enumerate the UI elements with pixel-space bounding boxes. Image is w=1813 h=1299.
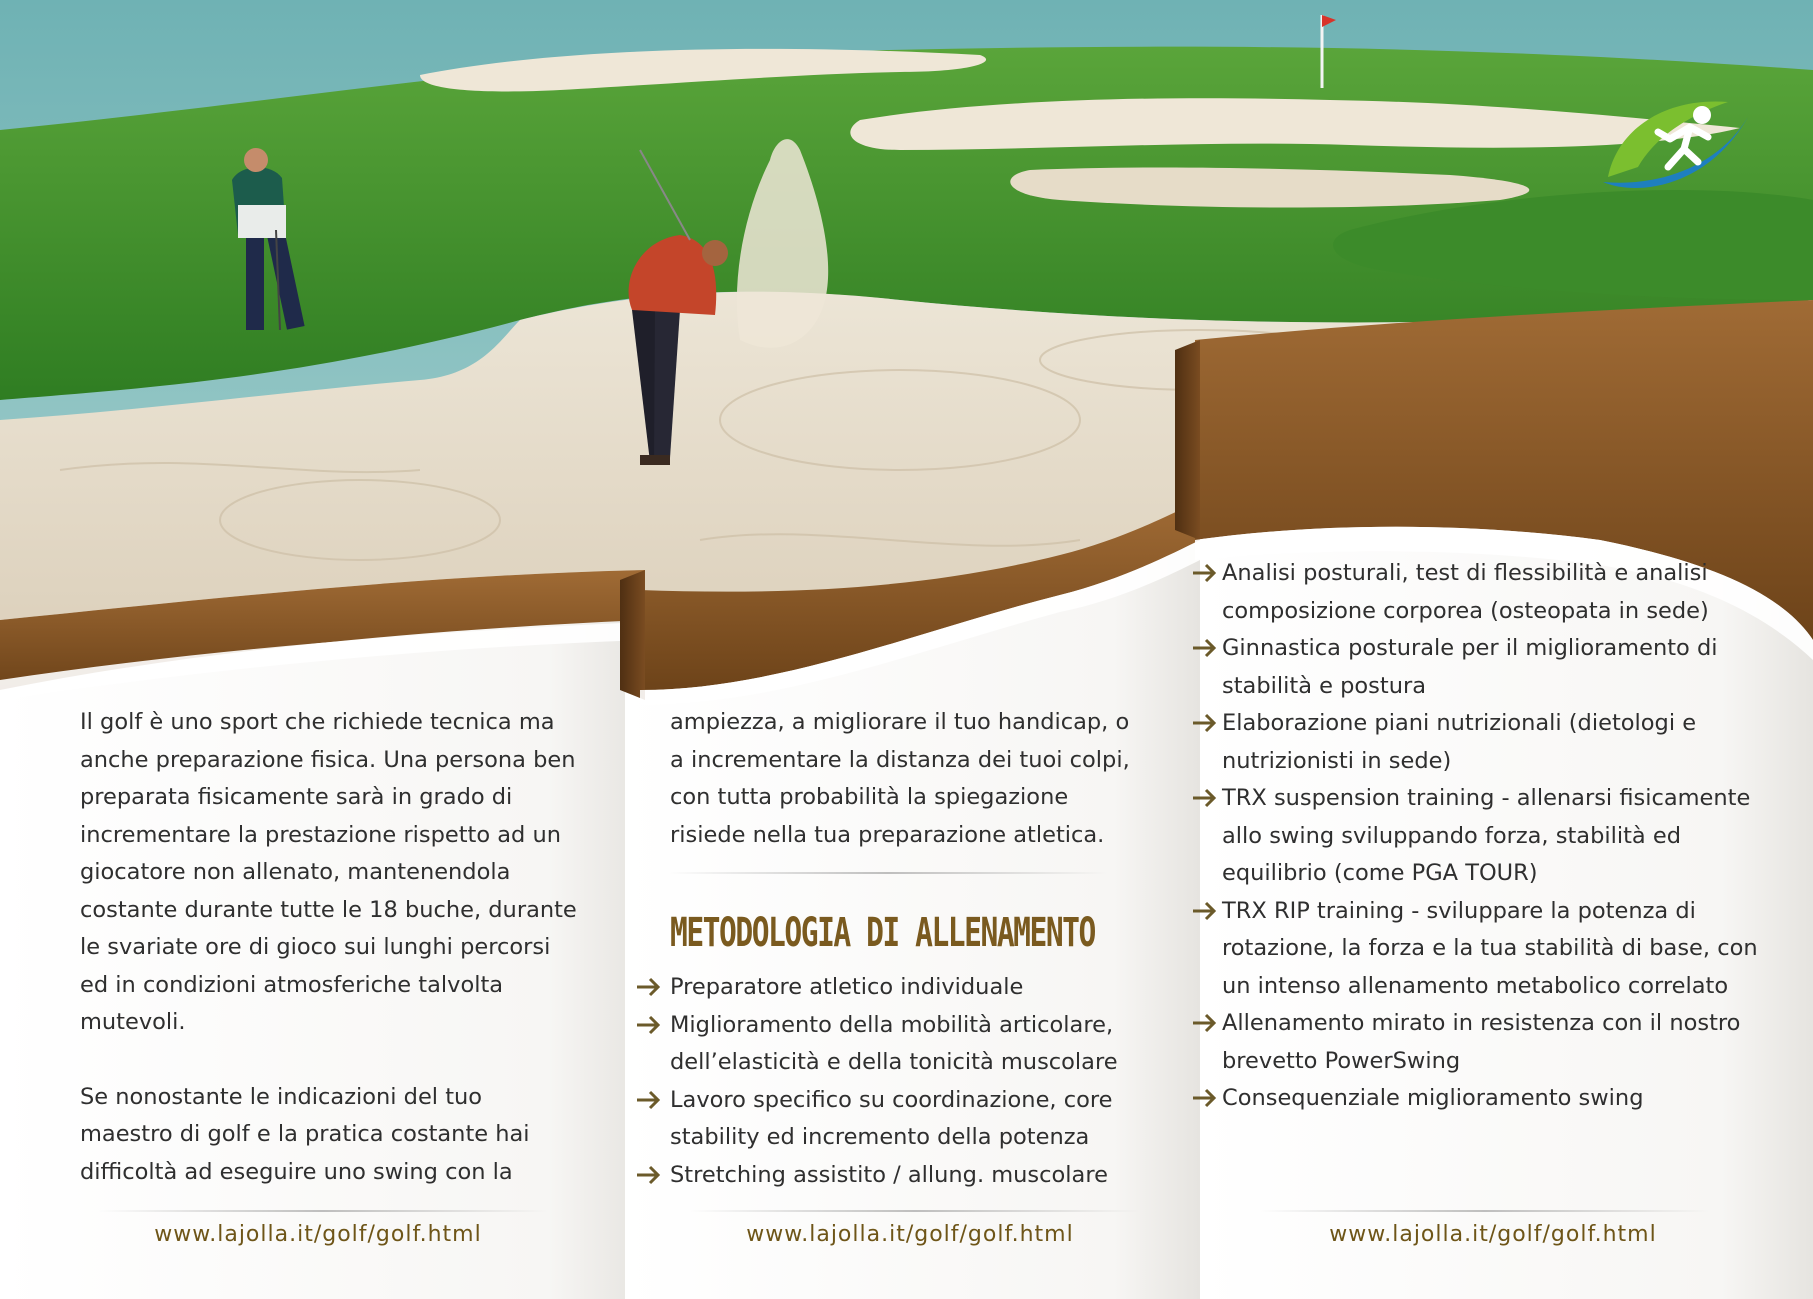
runner-logo-icon <box>1598 87 1750 197</box>
arrow-right-icon <box>634 969 664 1006</box>
footer-divider <box>690 1210 1140 1212</box>
continuation-paragraph: ampiezza, a migliorare il tuo handicap, o a incrementare la distanza dei tuoi colpi, con tutta probabilità la spiegazione risiede nella tua preparazione atletica. <box>670 709 1130 848</box>
website-link[interactable]: www.lajolla.it/golf/golf.html <box>1329 1222 1657 1247</box>
list-item: Ginnastica posturale per il miglioramento di stabilità e postura <box>1222 630 1762 705</box>
methodology-list <box>670 969 1150 1194</box>
website-link[interactable]: www.lajolla.it/golf/golf.html <box>154 1222 482 1247</box>
list-item: Miglioramento della mobilità articolare, dell’elasticità e della tonicità muscolare <box>670 1007 1150 1082</box>
list-item: Consequenziale miglioramento swing <box>1222 1080 1762 1118</box>
arrow-right-icon <box>634 1082 664 1119</box>
arrow-right-icon <box>634 1157 664 1194</box>
list-item: Lavoro specifico su coordinazione, core stability ed incremento della potenza <box>670 1082 1150 1157</box>
arrow-right-icon <box>1190 780 1220 817</box>
column-1 <box>80 704 580 1191</box>
list-item: Analisi posturali, test di flessibilità e analisi composizione corporea (osteopata in sede) <box>1222 555 1762 630</box>
list-item: Allenamento mirato in resistenza con il nostro brevetto PowerSwing <box>1222 1005 1762 1080</box>
column-2 <box>670 704 1150 854</box>
footer-divider <box>1260 1210 1710 1212</box>
second-paragraph: Se nonostante le indicazioni del tuo maestro di golf e la pratica costante hai difficoltà ad eseguire uno swing con la <box>80 1083 530 1185</box>
arrow-right-icon <box>1190 630 1220 667</box>
arrow-right-icon <box>1190 893 1220 930</box>
arrow-right-icon <box>1190 555 1220 592</box>
section-heading: METODOLOGIA DI ALLENAMENTO <box>670 910 1095 956</box>
divider <box>668 872 1108 874</box>
list-item: TRX suspension training - allenarsi fisicamente allo swing sviluppando forza, stabilità ed equilibrio (come PGA TOUR) <box>1222 780 1762 893</box>
list-item: Preparatore atletico individuale <box>670 969 1150 1007</box>
footer-divider <box>98 1210 548 1212</box>
list-item: Stretching assistito / allung. muscolare <box>670 1157 1150 1195</box>
services-list <box>1222 555 1762 1118</box>
intro-paragraph: Il golf è uno sport che richiede tecnica ma anche preparazione fisica. Una persona ben preparata fisicamente sarà in grado di incrementare la prestazione rispetto ad un giocatore non allenato, mantenendola costante durante tutte le 18 buche, durante le svariate ore di gioco sui lunghi percorsi ed in condizioni atmosferiche talvolta mutevoli. <box>80 709 577 1035</box>
arrow-right-icon <box>1190 705 1220 742</box>
list-item: Elaborazione piani nutrizionali (dietologi e nutrizionisti in sede) <box>1222 705 1762 780</box>
column-3 <box>1222 555 1762 1118</box>
list-item: TRX RIP training - sviluppare la potenza di rotazione, la forza e la tua stabilità di base, con un intenso allenamento metabolico correlato <box>1222 893 1762 1006</box>
website-link[interactable]: www.lajolla.it/golf/golf.html <box>746 1222 1074 1247</box>
arrow-right-icon <box>634 1007 664 1044</box>
arrow-right-icon <box>1190 1080 1220 1117</box>
arrow-right-icon <box>1190 1005 1220 1042</box>
